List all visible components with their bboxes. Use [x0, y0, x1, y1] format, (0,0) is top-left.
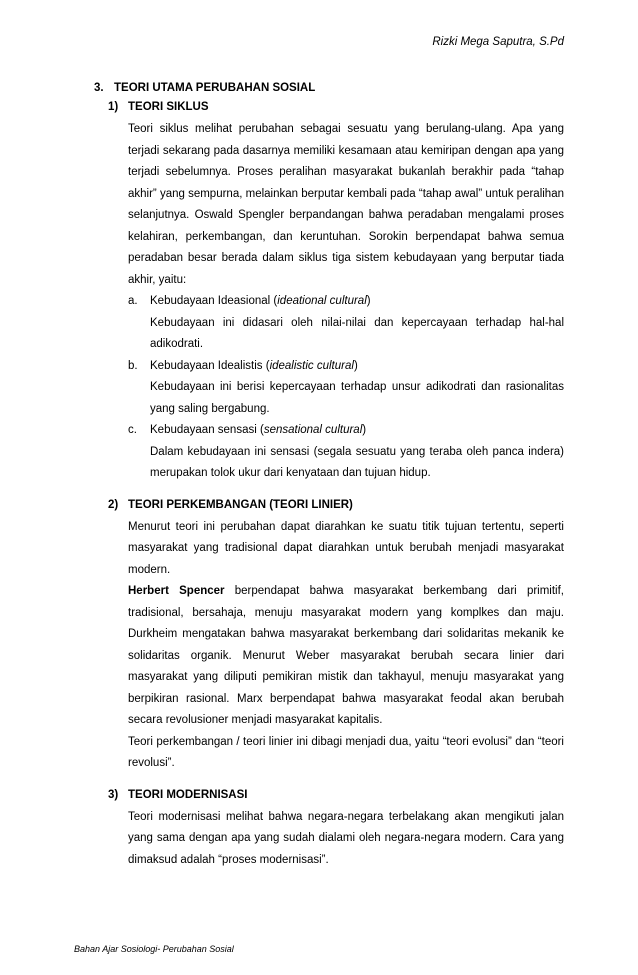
- section-title: [94, 80, 564, 96]
- list-letter: c.: [128, 424, 137, 436]
- paragraph: [128, 581, 564, 732]
- content: [94, 80, 564, 871]
- list-item-title: [128, 356, 564, 378]
- section-number: 3.: [94, 82, 104, 94]
- paragraph: Menurut teori ini perubahan dapat diarahkan ke suatu titik tujuan tertentu, seperti masyarakat yang tradisional dapat diarahkan untuk berubah menjadi masyarakat modern.: [128, 520, 564, 576]
- paragraph: Teori siklus melihat perubahan sebagai sesuatu yang berulang-ulang. Apa yang terjadi sekarang pada dasarnya memiliki kesamaan atau kemiripan dengan apa yang terjadi sebelumnya. Proses peralihan masyarakat bukanlah berakhir pada “tahap akhir” yang sempurna, melainkan berputar kembali pada “tahap awal” untuk peralihan selanjutnya. Oswald Spengler berpandangan bahwa peradaban mengalami proses kelahiran, perkembangan, dan keruntuhan. Sorokin berpendapat bahwa semua peradaban besar berada dalam siklus tiga sistem kebudayaan yang berputar tiada akhir, yaitu:: [128, 123, 564, 286]
- paragraph: Teori modernisasi melihat bahwa negara-negara terbelakang akan mengikuti jalan yang sama dengan apa yang sudah dialami oleh negara-negara modern. Cara yang dimaksud adalah “proses modernisasi”.: [128, 810, 564, 866]
- list-close: ): [362, 424, 367, 436]
- list-term: ideational cultural: [277, 295, 367, 307]
- paragraph-rest: berpendapat bahwa masyarakat berkembang dari primitif, tradisional, bersahaja, menuju masyarakat modern yang komplkes dan maju. Durkheim mengatakan bahwa masyarakat berkembang dari solidaritas mekanik ke solidaritas organik. Menurut Weber masyarakat berubah secara linier dari masyarakat yang diliputi pemikiran mistik dan takhayul, menuju masyarakat yang berpikiran rasional. Marx berpendapat bahwa masyarakat feodal akan berubah secara revolusioner menjadi masyarakat kapitalis.: [128, 585, 565, 726]
- subsection-number: 2): [108, 498, 119, 511]
- list-item: [128, 356, 564, 421]
- list-close: ): [366, 295, 371, 307]
- list-term: idealistic cultural: [269, 359, 354, 372]
- subsection-number: 1): [108, 101, 119, 113]
- bold-name: Herbert Spencer: [128, 585, 225, 597]
- subsection-perkembangan: [108, 497, 564, 775]
- subsection-siklus: [108, 99, 564, 485]
- list-item-title: [128, 291, 564, 313]
- list-item: [128, 420, 564, 485]
- list-letter: b.: [128, 359, 138, 372]
- footer-text: Bahan Ajar Sosiologi- Perubahan Sosial: [74, 944, 234, 954]
- paragraph: Teori perkembangan / teori linier ini dibagi menjadi dua, yaitu “teori evolusi” dan “teori revolusi”.: [128, 735, 564, 769]
- header-author: Rizki Mega Saputra, S.Pd: [432, 36, 564, 48]
- subsection-title-text: TEORI PERKEMBANGAN (TEORI LINIER): [128, 498, 353, 511]
- subsection-title: [108, 787, 564, 803]
- section-title-text: TEORI UTAMA PERUBAHAN SOSIAL: [114, 82, 316, 94]
- list-name: Kebudayaan Idealistis (: [150, 359, 270, 372]
- list-name: Kebudayaan Ideasional (: [150, 295, 278, 307]
- list-item-desc: Kebudayaan ini didasari oleh nilai-nilai dan kepercayaan terhadap hal-hal adikodrati.: [150, 316, 564, 350]
- subsection-title: [108, 497, 564, 513]
- list-item: [128, 291, 564, 356]
- subsection-title: [108, 99, 564, 115]
- subsection-title-text: TEORI SIKLUS: [128, 101, 209, 113]
- list-letter: a.: [128, 295, 138, 307]
- subsection-title-text: TEORI MODERNISASI: [128, 788, 248, 801]
- list-name: Kebudayaan sensasi (: [150, 424, 264, 436]
- list-term: sensational cultural: [263, 424, 363, 436]
- subsection-modernisasi: [108, 787, 564, 872]
- list-item-desc: Kebudayaan ini berisi kepercayaan terhadap unsur adikodrati dan rasionalitas yang saling bergabung.: [150, 381, 564, 415]
- list-close: ): [353, 359, 358, 372]
- list-item-desc: Dalam kebudayaan ini sensasi (segala sesuatu yang teraba oleh panca indera) merupakan tolok ukur dari kenyataan dan tujuan hidup.: [150, 445, 564, 479]
- culture-list: [128, 291, 564, 485]
- list-item-title: [128, 420, 564, 442]
- subsection-number: 3): [108, 788, 119, 801]
